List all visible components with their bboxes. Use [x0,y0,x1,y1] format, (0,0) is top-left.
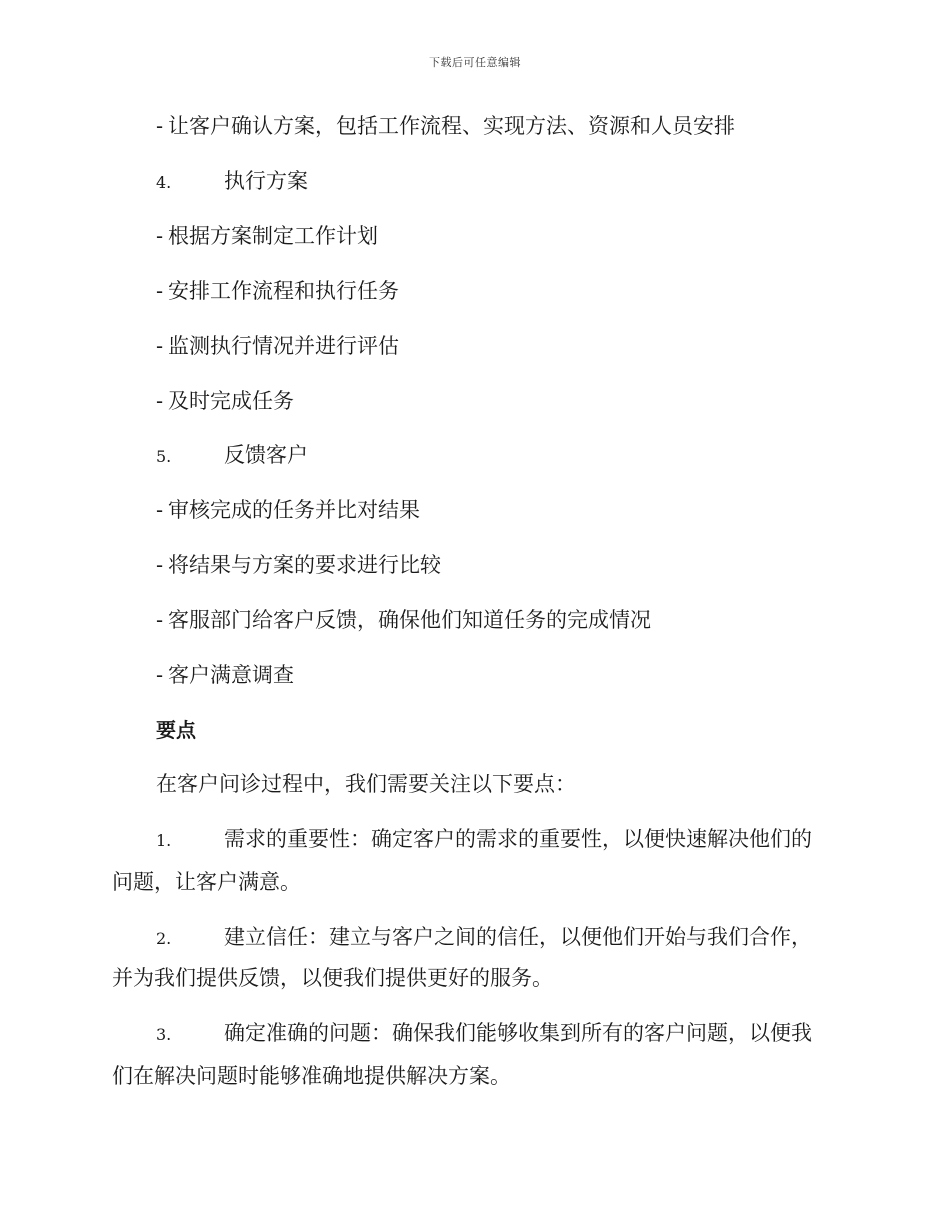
dash: - [156,663,164,687]
point-text: 确定准确的问题：确保我们能够收集到所有的客户问题，以便我 [224,1021,812,1045]
dash: - [156,553,164,577]
step-heading-5 [156,441,308,471]
point-text: 需求的重要性：确定客户的需求的重要性，以便快速解决他们的 [224,827,812,851]
list-item [156,222,378,250]
list-item-text: 客服部门给客户反馈，确保他们知道任务的完成情况 [168,608,651,632]
list-item [156,387,294,415]
key-point-2-continuation: 并为我们提供反馈，以便我们提供更好的服务。 [112,966,553,990]
dash: - [156,279,164,303]
key-point-3-continuation: 们在解决问题时能够准确地提供解决方案。 [112,1064,511,1088]
dash: - [156,389,164,413]
list-item [156,551,441,579]
point-text: 建立信任：建立与客户之间的信任，以便他们开始与我们合作， [224,925,812,949]
dash: - [156,498,164,522]
step-number: 5. [156,447,172,466]
list-item-text: 客户满意调查 [168,663,294,687]
list-item-text: 安排工作流程和执行任务 [168,279,399,303]
list-item [156,496,420,524]
list-item-text: 监测执行情况并进行评估 [168,334,399,358]
page-header: 下载后可任意编辑 [429,56,521,69]
key-point-3 [156,1019,812,1049]
step-title: 反馈客户 [224,443,308,467]
list-item-text: 让客户确认方案，包括工作流程、实现方法、资源和人员安排 [168,114,735,138]
point-number: 1. [156,831,172,850]
list-item-text: 将结果与方案的要求进行比较 [168,553,441,577]
key-point-1 [156,825,812,855]
list-item [156,332,399,360]
dash: - [156,224,164,248]
dash: - [156,114,164,138]
dash: - [156,608,164,632]
step-title: 执行方案 [224,169,308,193]
key-point-2 [156,923,812,953]
list-item [156,606,651,634]
key-point-1-continuation: 问题，让客户满意。 [112,870,301,894]
dash: - [156,334,164,358]
step-heading-4 [156,167,308,197]
point-number: 2. [156,929,172,948]
list-item-text: 根据方案制定工作计划 [168,224,378,248]
section-heading: 要点 [156,718,196,742]
list-item [156,277,399,305]
point-number: 3. [156,1025,172,1044]
list-item [156,661,294,689]
step-number: 4. [156,173,172,192]
list-item-text: 审核完成的任务并比对结果 [168,498,420,522]
list-item [156,112,735,140]
list-item-text: 及时完成任务 [168,389,294,413]
section-intro: 在客户问诊过程中，我们需要关注以下要点： [156,772,576,796]
